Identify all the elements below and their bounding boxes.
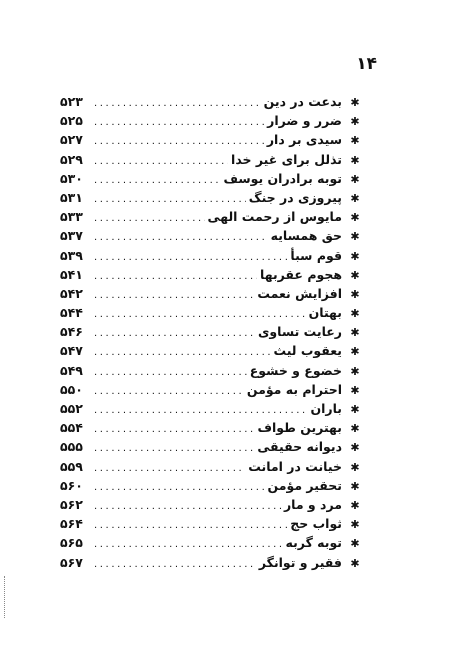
bullet-star-icon: ✱: [350, 479, 360, 493]
toc-entry: [60, 418, 362, 437]
toc-entry-page-number: ۵۵۴: [60, 420, 83, 436]
dot-leader: [94, 343, 270, 362]
toc-entry: [60, 246, 362, 265]
toc-entry-page-number: ۵۴۶: [60, 324, 83, 340]
toc-entry: [60, 361, 362, 380]
bullet-star-icon: ✱: [350, 134, 360, 148]
bullet-star-icon: ✱: [350, 287, 360, 301]
toc-entry-title: افزایش نعمت: [257, 285, 342, 301]
toc-entry: [60, 130, 362, 149]
toc-entry: [60, 533, 362, 552]
toc-entry: [60, 380, 362, 399]
toc-entry-title: پیروزی در جنگ: [248, 189, 342, 205]
toc-entry-page-number: ۵۶۵: [60, 535, 83, 551]
toc-entry-page-number: ۵۶۲: [60, 496, 83, 512]
toc-entry-page-number: ۵۲۹: [60, 151, 83, 167]
toc-entry: [60, 188, 362, 207]
toc-entry-page-number: ۵۳۳: [60, 209, 83, 225]
toc-entry: [60, 303, 362, 322]
bullet-star-icon: ✱: [350, 403, 360, 416]
toc-entry: [60, 284, 362, 303]
toc-entry: [60, 437, 362, 456]
dot-leader: [94, 497, 281, 516]
toc-entry-page-number: ۵۶۰: [60, 477, 83, 493]
toc-entry: [60, 457, 362, 476]
toc-entry-page-number: ۵۵۰: [60, 381, 83, 397]
scan-edge-mark: [4, 576, 6, 618]
bullet-star-icon: ✱: [350, 345, 360, 359]
toc-entry-title: تذلل برای غیر خدا: [231, 151, 342, 167]
toc-entry: [60, 553, 362, 572]
toc-entry-page-number: ۵۴۴: [60, 305, 83, 321]
dot-leader: [94, 535, 283, 554]
bullet-star-icon: ✱: [350, 518, 360, 532]
bullet-star-icon: ✱: [350, 153, 360, 167]
toc-entry-title: مرد و مار: [283, 496, 342, 512]
bullet-star-icon: ✱: [350, 96, 360, 109]
dot-leader: [94, 132, 264, 151]
toc-entry-page-number: ۵۴۱: [60, 266, 83, 282]
bullet-star-icon: ✱: [350, 115, 360, 129]
page-number: ۱۴: [356, 54, 377, 74]
bullet-star-icon: ✱: [350, 460, 360, 474]
dot-leader: [94, 286, 254, 305]
toc-entry: [60, 111, 362, 130]
bullet-star-icon: ✱: [350, 422, 360, 436]
toc-entry-page-number: ۵۶۴: [60, 516, 83, 532]
toc-entry-page-number: ۵۴۲: [60, 285, 83, 301]
bullet-star-icon: ✱: [350, 307, 360, 321]
toc-entry: [60, 169, 362, 188]
bullet-star-icon: ✱: [350, 172, 360, 186]
bullet-star-icon: ✱: [350, 441, 360, 455]
toc-entry-title: هجوم عقربها: [260, 266, 342, 282]
dot-leader: [94, 248, 287, 267]
dot-leader: [94, 152, 228, 171]
toc-entry: [60, 322, 362, 341]
dot-leader: [94, 228, 268, 247]
toc-entry-page-number: ۵۲۷: [60, 132, 83, 148]
toc-entry: [60, 399, 362, 418]
bullet-star-icon: ✱: [350, 556, 360, 570]
bullet-star-icon: ✱: [350, 326, 360, 340]
dot-leader: [94, 324, 255, 343]
toc-entry-title: سیدی بر دار: [266, 132, 342, 148]
toc-entry-title: فقیر و توانگر: [258, 554, 342, 570]
toc-entry-title: دیوانه حقیقی: [257, 439, 342, 455]
toc-entry: [60, 226, 362, 245]
dot-leader: [94, 171, 220, 190]
toc-entry-title: ضرر و ضرار: [267, 113, 342, 129]
toc-entry: [60, 150, 362, 169]
toc-entry-title: باران: [310, 401, 342, 416]
dot-leader: [94, 267, 257, 286]
bullet-star-icon: ✱: [350, 268, 360, 282]
dot-leader: [94, 305, 306, 324]
toc-entry: [60, 476, 362, 495]
toc-entry-page-number: ۵۲۳: [60, 94, 83, 109]
dot-leader: [94, 363, 247, 382]
toc-entry-page-number: ۵۳۱: [60, 189, 83, 205]
toc-entry-page-number: ۵۳۹: [60, 247, 83, 263]
toc-entry-page-number: ۵۴۷: [60, 343, 83, 359]
toc-entry-page-number: ۵۳۰: [60, 170, 83, 186]
bullet-star-icon: ✱: [350, 249, 360, 263]
toc-entry-page-number: ۵۲۵: [60, 113, 83, 129]
toc-entry-page-number: ۵۴۹: [60, 362, 83, 378]
table-of-contents: [60, 92, 362, 572]
dot-leader: [94, 516, 287, 535]
toc-entry-title: بهتان: [308, 305, 342, 321]
toc-entry-title: یعقوب لیث: [273, 343, 342, 359]
dot-leader: [94, 401, 307, 420]
toc-entry-page-number: ۵۶۷: [60, 554, 83, 570]
bullet-star-icon: ✱: [350, 211, 360, 225]
bullet-star-icon: ✱: [350, 383, 360, 397]
toc-entry-page-number: ۵۵۵: [60, 439, 83, 455]
dot-leader: [94, 209, 205, 228]
toc-entry-title: حق همسایه: [270, 228, 342, 244]
toc-entry: [60, 92, 362, 111]
toc-entry-page-number: ۵۵۲: [60, 401, 83, 416]
toc-entry-page-number: ۵۵۹: [60, 458, 83, 474]
toc-entry-title: بهترین طواف: [257, 420, 342, 436]
bullet-star-icon: ✱: [350, 230, 360, 244]
toc-entry: [60, 514, 362, 533]
toc-entry-title: قوم سبأ: [290, 247, 342, 263]
dot-leader: [94, 478, 265, 497]
dot-leader: [94, 113, 264, 132]
toc-entry-title: خیانت در امانت: [248, 458, 342, 474]
toc-entry-page-number: ۵۳۷: [60, 228, 83, 244]
toc-entry-title: خضوع و خشوع: [249, 362, 342, 378]
dot-leader: [94, 382, 244, 401]
dot-leader: [94, 459, 245, 478]
dot-leader: [94, 190, 246, 209]
toc-entry-title: توبه برادران یوسف: [223, 170, 342, 186]
toc-entry-title: تحقیر مؤمن: [267, 477, 342, 493]
toc-entry: [60, 207, 362, 226]
toc-entry-title: توبه گربه: [285, 535, 342, 551]
bullet-star-icon: ✱: [350, 498, 360, 512]
bullet-star-icon: ✱: [350, 537, 360, 551]
bullet-star-icon: ✱: [350, 191, 360, 205]
toc-entry-title: بدعت در دین: [263, 94, 342, 109]
bullet-star-icon: ✱: [350, 364, 360, 378]
toc-entry-title: رعایت تساوی: [257, 324, 342, 340]
toc-entry-title: ثواب حج: [290, 516, 342, 532]
dot-leader: [94, 94, 261, 113]
toc-entry-title: احترام به مؤمن: [246, 381, 342, 397]
dot-leader: [94, 420, 254, 439]
toc-entry: [60, 495, 362, 514]
toc-entry: [60, 341, 362, 360]
dot-leader: [94, 439, 254, 458]
toc-entry-title: مایوس از رحمت الهی: [207, 209, 342, 225]
toc-entry: [60, 265, 362, 284]
dot-leader: [94, 555, 256, 574]
